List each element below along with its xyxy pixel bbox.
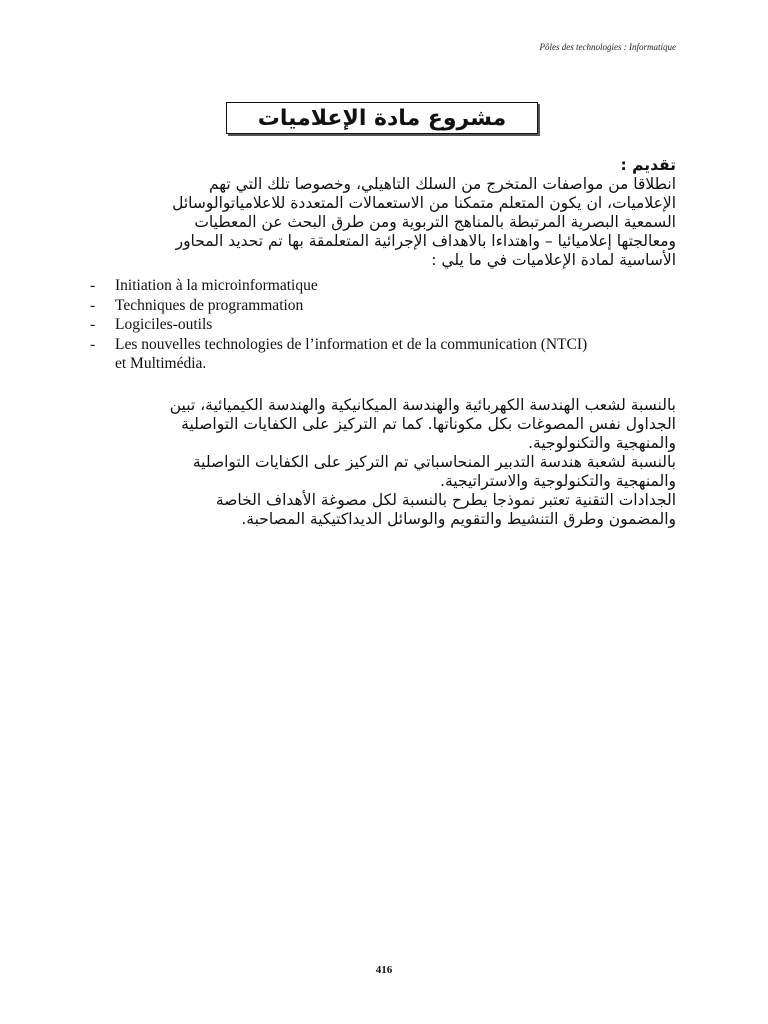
page-number: 416 bbox=[375, 964, 393, 976]
intro-line: الإعلاميات، ان يكون المتعلم متمكنا من الاستعمالات المتعددة للاعلامياتوالوسائل bbox=[172, 194, 676, 212]
body-line: والمضمون وطرق التنشيط والتقويم والوسائل الديداكتيكية المصاحبة. bbox=[241, 510, 676, 528]
list-dash: - bbox=[90, 277, 96, 294]
running-header: Pôles des technologies : Informatique bbox=[539, 42, 676, 52]
list-dash: - bbox=[90, 316, 96, 333]
list-dash: - bbox=[90, 296, 96, 314]
introduction-section bbox=[86, 156, 676, 270]
list-item-text: Initiation à la microinformatique bbox=[115, 277, 318, 294]
list-item-text: Techniques de programmation bbox=[115, 296, 304, 314]
introduction-heading: تقديم : bbox=[620, 156, 676, 174]
list-item bbox=[90, 276, 690, 296]
list-item-text: Logiciles-outils bbox=[115, 316, 213, 333]
document-title: مشروع مادة الإعلاميات bbox=[226, 102, 538, 134]
list-item bbox=[90, 296, 690, 316]
list-item bbox=[90, 315, 690, 335]
body-line: بالنسبة لشعب الهندسة الكهربائية والهندسة الميكانيكية والهندسة الكيميائية، تبين bbox=[169, 396, 676, 414]
body-line: بالنسبة لشعبة هندسة التدبير المنحاسباتي تم التركيز على الكفايات التواصلية bbox=[192, 453, 676, 471]
intro-line: الأساسية لمادة الإعلاميات في ما يلي : bbox=[431, 251, 676, 269]
intro-line: ومعالجتها إعلاميائيا – واهتداءا بالاهداف الإجرائية المتعلمقة بها تم تحديد المحاور bbox=[175, 232, 676, 250]
axes-list bbox=[90, 276, 690, 374]
body-line: والمنهجية والتكنولوجية. bbox=[528, 434, 676, 452]
list-item-text: Les nouvelles technologies de l’information et de la communication (NTCI) bbox=[115, 335, 588, 353]
intro-line: انطلاقا من مواصفات المتخرج من السلك التاهيلي، وخصوصا تلك التي تهم bbox=[208, 175, 676, 193]
body-line: الجدادات التقنية تعتبر نموذجا يطرح بالنسبة لكل مصوغة الأهداف الخاصة bbox=[215, 491, 676, 509]
body-section bbox=[86, 396, 676, 529]
list-item bbox=[90, 335, 690, 374]
body-line: والمنهجية والتكنولوجية والاستراتيجية. bbox=[440, 472, 676, 490]
list-dash: - bbox=[90, 335, 96, 353]
intro-line: السمعية البصرية المرتبطة بالمناهج التربوية ومن طرق البحث عن المعطيات bbox=[194, 213, 676, 231]
body-line: الجداول نفس المصوغات بكل مكوناتها. كما تم التركيز على الكفايات التواصلية bbox=[181, 415, 676, 433]
list-item-text-continuation: et Multimédia. bbox=[115, 355, 207, 372]
